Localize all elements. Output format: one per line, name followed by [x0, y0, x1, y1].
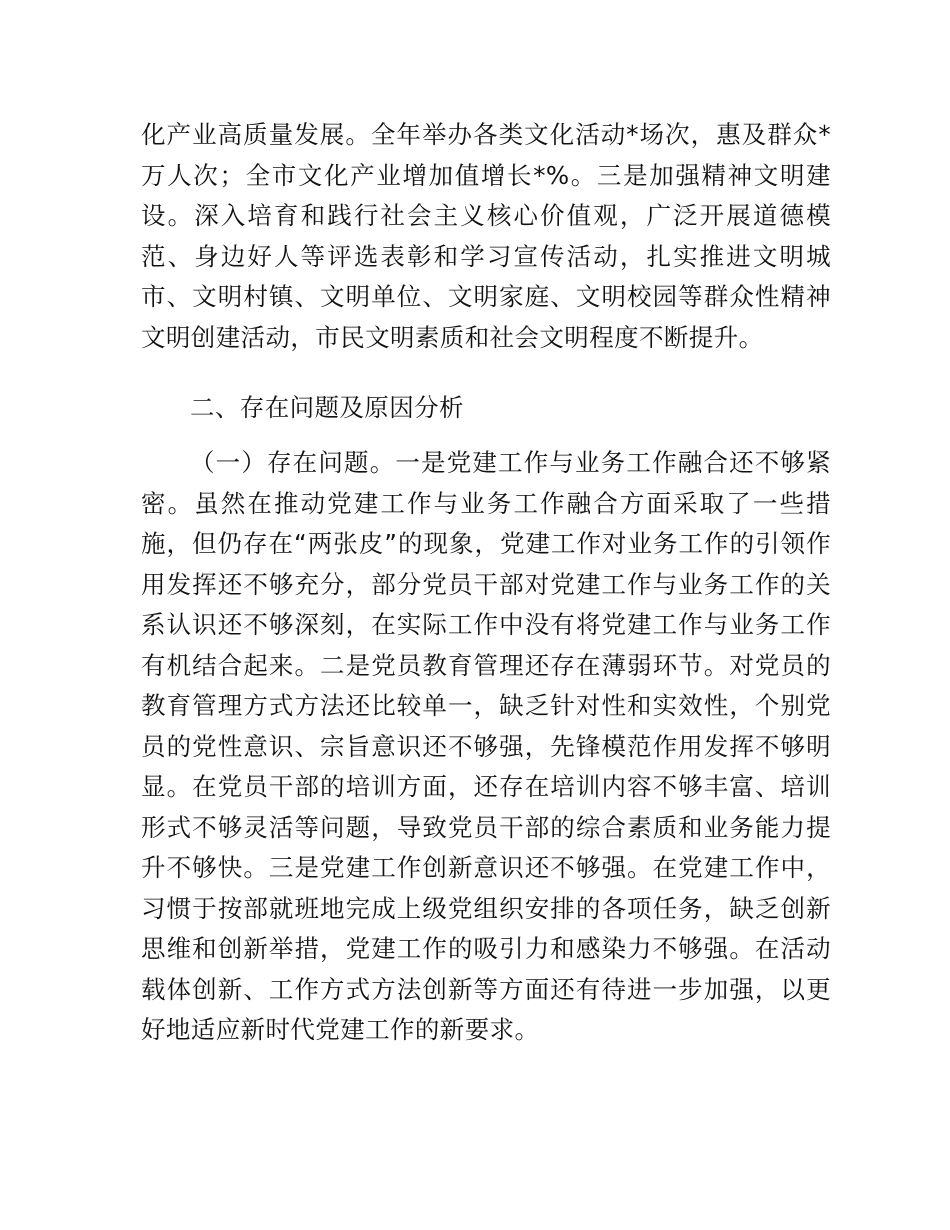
- culture-industry-paragraph: 化产业高质量发展。全年举办各类文化活动*场次，惠及群众*万人次；全市文化产业增加值增长*%。三是加强精神文明建设。深入培育和践行社会主义核心价值观，广泛开展道德模范、身边好人等评选表彰和学习宣传活动，扎实推进文明城市、文明村镇、文明单位、文明家庭、文明校园等群众性精神文明创建活动，市民文明素质和社会文明程度不断提升。: [141, 120, 831, 352]
- existing-problems-paragraph: （一）存在问题。一是党建工作与业务工作融合还不够紧密。虽然在推动党建工作与业务工作融合方面采取了一些措施，但仍存在“两张皮”的现象，党建工作对业务工作的引领作用发挥还不够充分，部分党员干部对党建工作与业务工作的关系认识还不够深刻，在实际工作中没有将党建工作与业务工作有机结合起来。二是党员教育管理还存在薄弱环节。对党员的教育管理方式方法还比较单一，缺乏针对性和实效性，个别党员的党性意识、宗旨意识还不够强，先锋模范作用发挥不够明显。在党员干部的培训方面，还存在培训内容不够丰富、培训形式不够灵活等问题，导致党员干部的综合素质和业务能力提升不够快。三是党建工作创新意识还不够强。在党建工作中，习惯于按部就班地完成上级党组织安排的各项任务，缺乏创新思维和创新举措，党建工作的吸引力和感染力不够强。在活动载体创新、工作方式方法创新等方面还有待进一步加强，以更好地适应新时代党建工作的新要求。: [141, 448, 831, 1044]
- section-heading: 二、存在问题及原因分析: [190, 393, 464, 422]
